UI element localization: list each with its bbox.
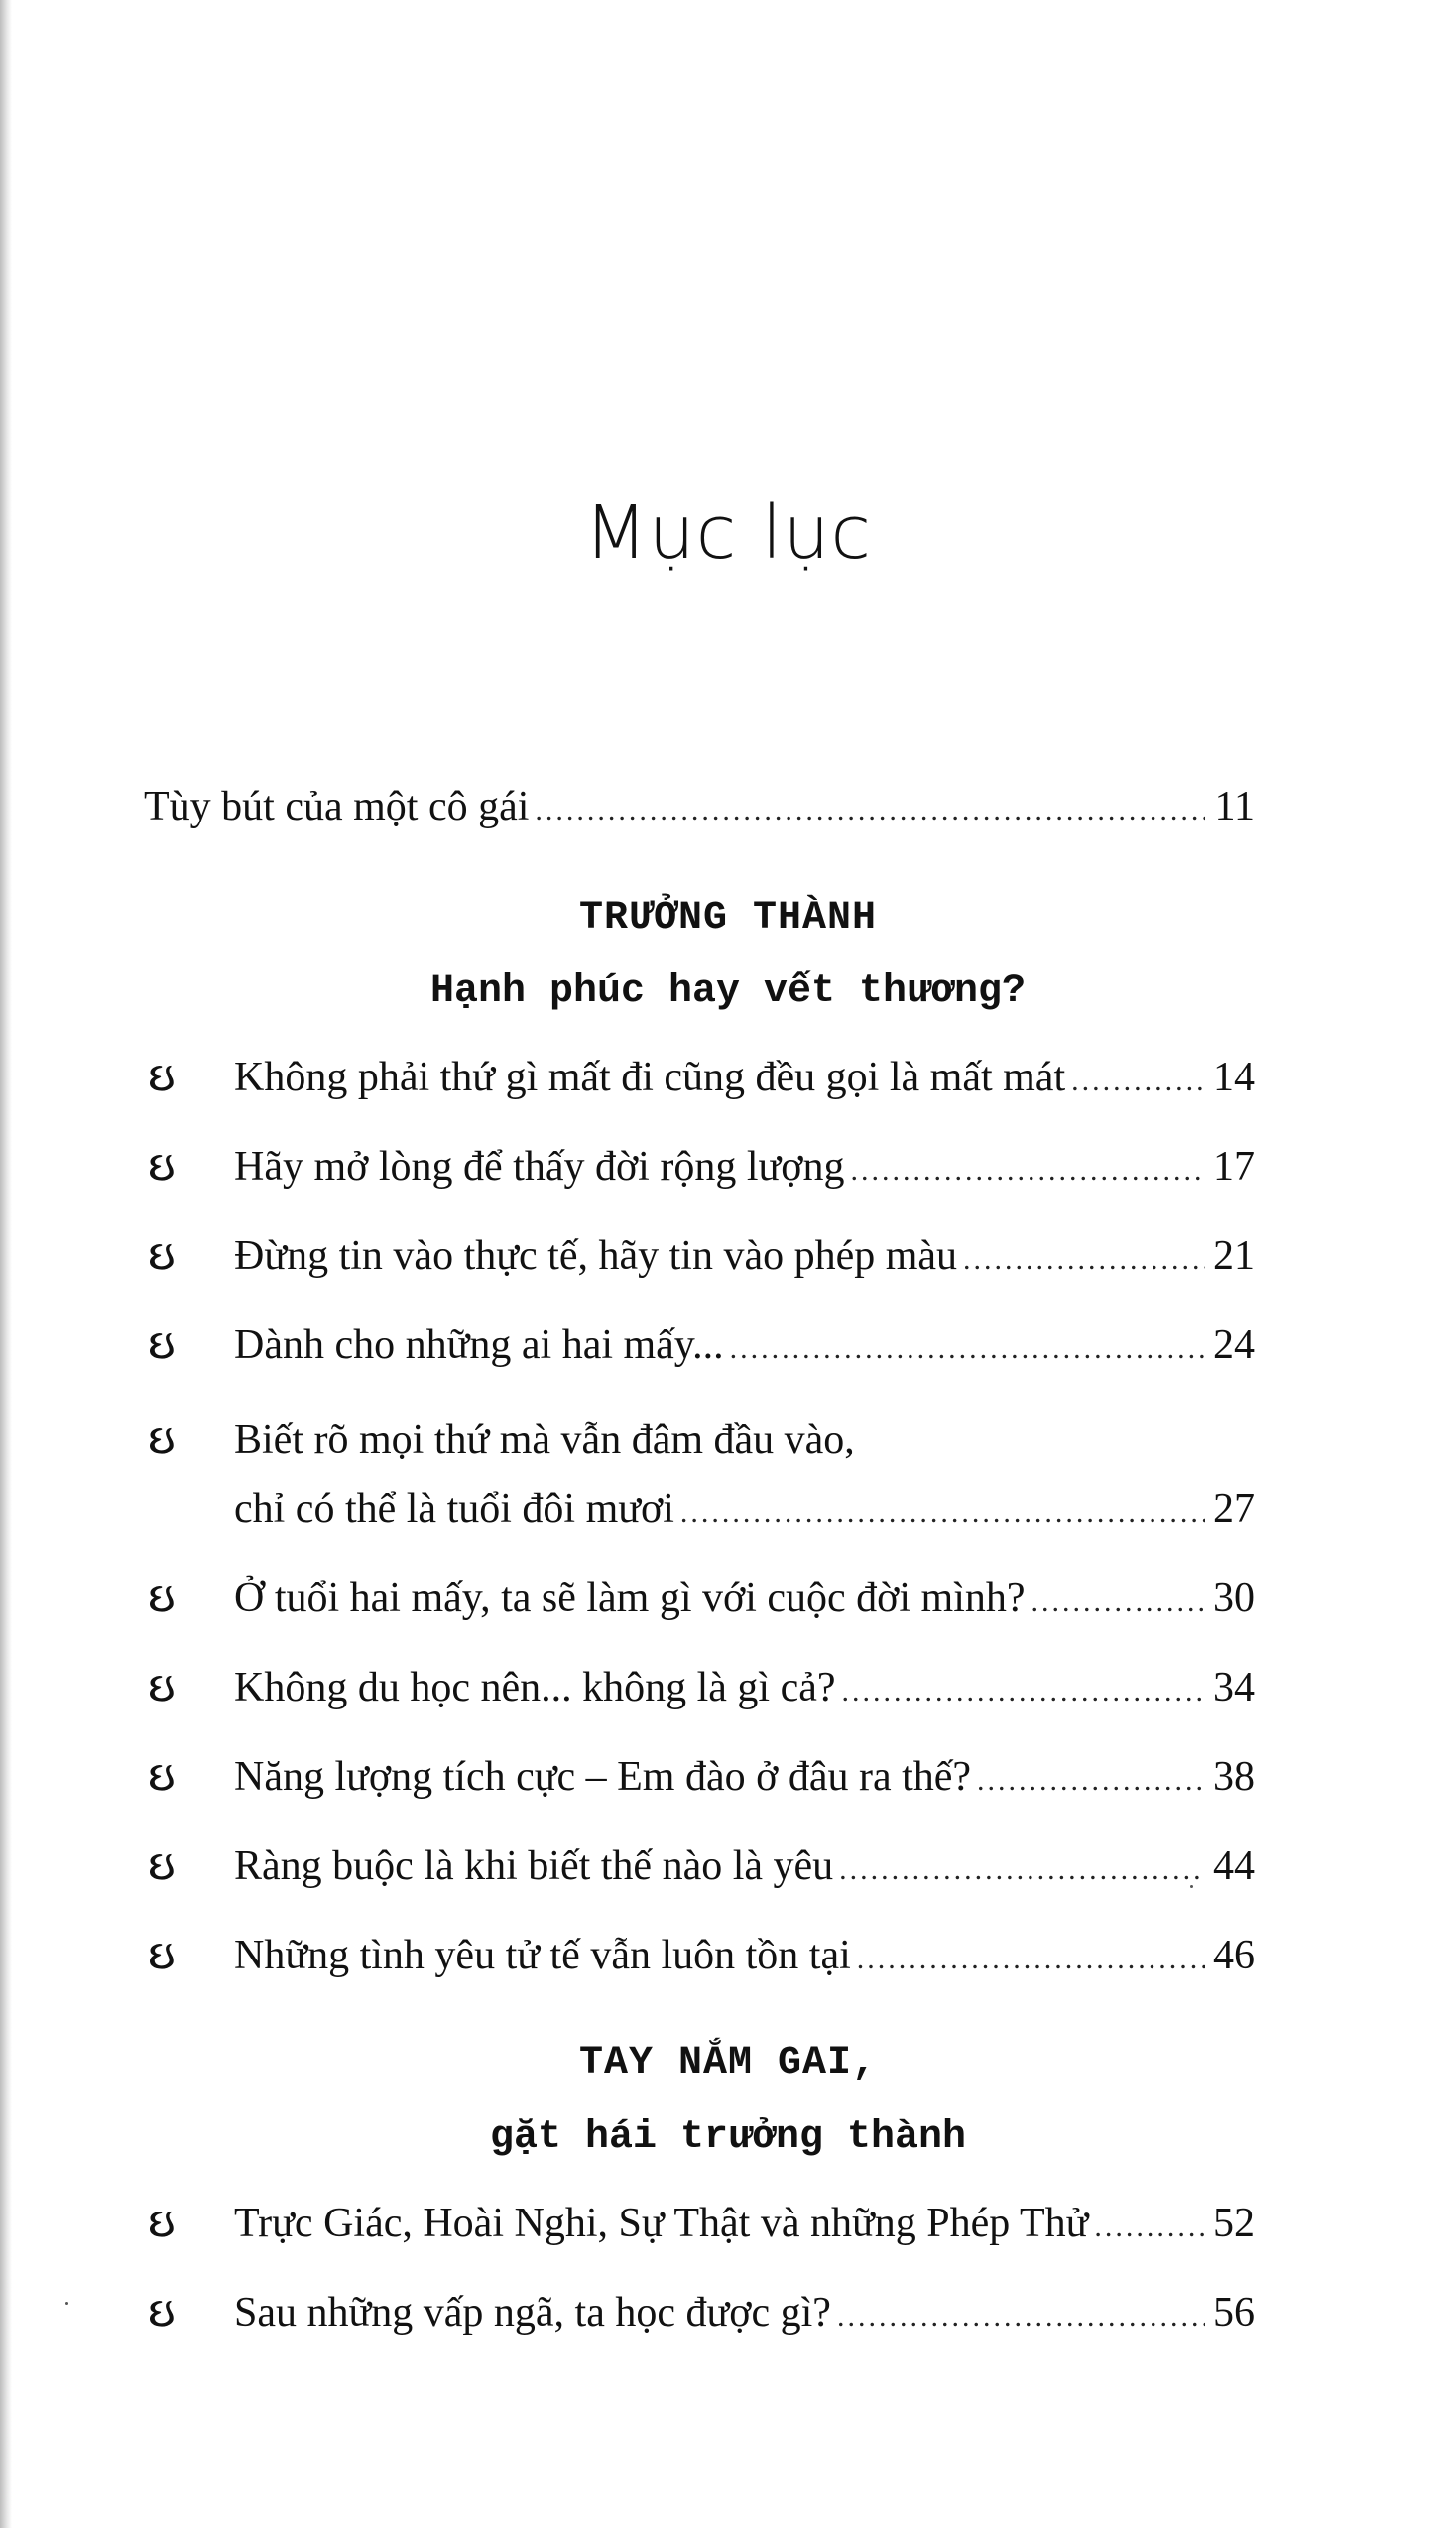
toc-entry[interactable] — [149, 1842, 1255, 1889]
toc-entry-title: Đừng tin vào thực tế, hãy tin vào phép màu — [234, 1233, 958, 1279]
fleuron-bullet-icon: ઇ — [149, 1932, 175, 1978]
fleuron-bullet-icon: ઇ — [149, 1054, 175, 1100]
toc-entry-title: Sau những vấp ngã, ta học được gì? — [234, 2290, 831, 2336]
toc-page-number: 38 — [1213, 1754, 1255, 1800]
toc-entry-title: Không phải thứ gì mất đi cũng đều gọi là mất mát — [234, 1055, 1066, 1100]
fleuron-bullet-icon: ઇ — [149, 1575, 175, 1621]
dot-leader — [837, 2302, 1205, 2332]
section-subheading-tay-nam-gai: gặt hái trưởng thành — [489, 2115, 967, 2160]
toc-entry-title: Trực Giác, Hoài Nghi, Sự Thật và những Phép Thử — [234, 2201, 1089, 2246]
toc-entry-title-continued: chỉ có thể là tuổi đôi mươi — [234, 1486, 674, 1532]
toc-page-number: 27 — [1213, 1486, 1255, 1532]
toc-page-number: 24 — [1213, 1323, 1255, 1368]
toc-entry-multiline-second[interactable] — [234, 1488, 1255, 1530]
toc-entry-multiline-first[interactable] — [149, 1416, 1255, 1462]
toc-entry-title: Không du học nên... không là gì cả? — [234, 1665, 836, 1710]
dot-leader — [1031, 1587, 1205, 1617]
dot-leader — [680, 1498, 1205, 1528]
toc-page-number: 46 — [1213, 1933, 1255, 1978]
scan-speck — [1190, 1885, 1193, 1888]
toc-page-number: 17 — [1213, 1144, 1255, 1190]
toc-page-number: 11 — [1214, 784, 1255, 829]
toc-page-number: 14 — [1213, 1055, 1255, 1100]
toc-entry[interactable] — [149, 1322, 1255, 1368]
toc-entry-title: Ở tuổi hai mấy, ta sẽ làm gì với cuộc đời mình? — [234, 1576, 1026, 1621]
fleuron-bullet-icon: ઇ — [149, 2200, 175, 2246]
toc-entry-title: Tùy bút của một cô gái — [144, 784, 530, 829]
toc-entry[interactable] — [149, 2289, 1255, 2336]
section-heading-truong-thanh: TRƯỞNG THÀNH — [578, 896, 878, 941]
dot-leader — [535, 796, 1205, 825]
toc-entry[interactable] — [149, 1575, 1255, 1621]
dot-leader — [1071, 1067, 1205, 1096]
toc-page-number: 30 — [1213, 1576, 1255, 1621]
toc-entry[interactable] — [149, 2200, 1255, 2246]
toc-page-number: 44 — [1213, 1843, 1255, 1889]
toc-page-number: 34 — [1213, 1665, 1255, 1710]
toc-entry[interactable] — [149, 1753, 1255, 1800]
dot-leader — [1094, 2212, 1205, 2242]
toc-entry[interactable] — [149, 1054, 1255, 1100]
toc-entry-intro[interactable] — [144, 786, 1255, 827]
fleuron-bullet-icon: ઇ — [149, 1143, 175, 1190]
toc-page-number: 56 — [1213, 2290, 1255, 2336]
fleuron-bullet-icon: ઇ — [149, 1753, 175, 1800]
toc-entry-title: Ràng buộc là khi biết thế nào là yêu — [234, 1843, 834, 1889]
fleuron-bullet-icon: ઇ — [149, 1842, 175, 1889]
fleuron-bullet-icon: ઇ — [149, 1416, 175, 1462]
dot-leader — [963, 1245, 1205, 1275]
scan-speck — [65, 2302, 68, 2305]
dot-leader — [839, 1855, 1205, 1885]
fleuron-bullet-icon: ઇ — [149, 1322, 175, 1368]
toc-entry-title: Năng lượng tích cực – Em đào ở đâu ra thế? — [234, 1754, 972, 1800]
fleuron-bullet-icon: ઇ — [149, 2289, 175, 2336]
toc-entry[interactable] — [149, 1143, 1255, 1190]
toc-entry-title: Hãy mở lòng để thấy đời rộng lượng — [234, 1144, 845, 1190]
toc-entry[interactable] — [149, 1932, 1255, 1978]
page-title: Mục lục — [583, 490, 873, 575]
toc-page-number: 21 — [1213, 1233, 1255, 1279]
dot-leader — [977, 1766, 1205, 1796]
toc-entry-title: Dành cho những ai hai mấy... — [234, 1323, 724, 1368]
dot-leader — [842, 1677, 1205, 1706]
fleuron-bullet-icon: ઇ — [149, 1664, 175, 1710]
toc-entry[interactable] — [149, 1232, 1255, 1279]
dot-leader — [857, 1945, 1205, 1974]
toc-entry-title: Biết rõ mọi thứ mà vẫn đâm đầu vào, — [234, 1417, 855, 1462]
section-heading-tay-nam-gai: TAY NẮM GAI, — [578, 2041, 878, 2086]
toc-entry[interactable] — [149, 1664, 1255, 1710]
dot-leader — [850, 1156, 1205, 1186]
toc-page-number: 52 — [1213, 2201, 1255, 2246]
toc-entry-title: Những tình yêu tử tế vẫn luôn tồn tại — [234, 1933, 851, 1978]
dot-leader — [730, 1334, 1205, 1364]
section-subheading-truong-thanh: Hạnh phúc hay vết thương? — [429, 969, 1027, 1014]
fleuron-bullet-icon: ઇ — [149, 1232, 175, 1279]
